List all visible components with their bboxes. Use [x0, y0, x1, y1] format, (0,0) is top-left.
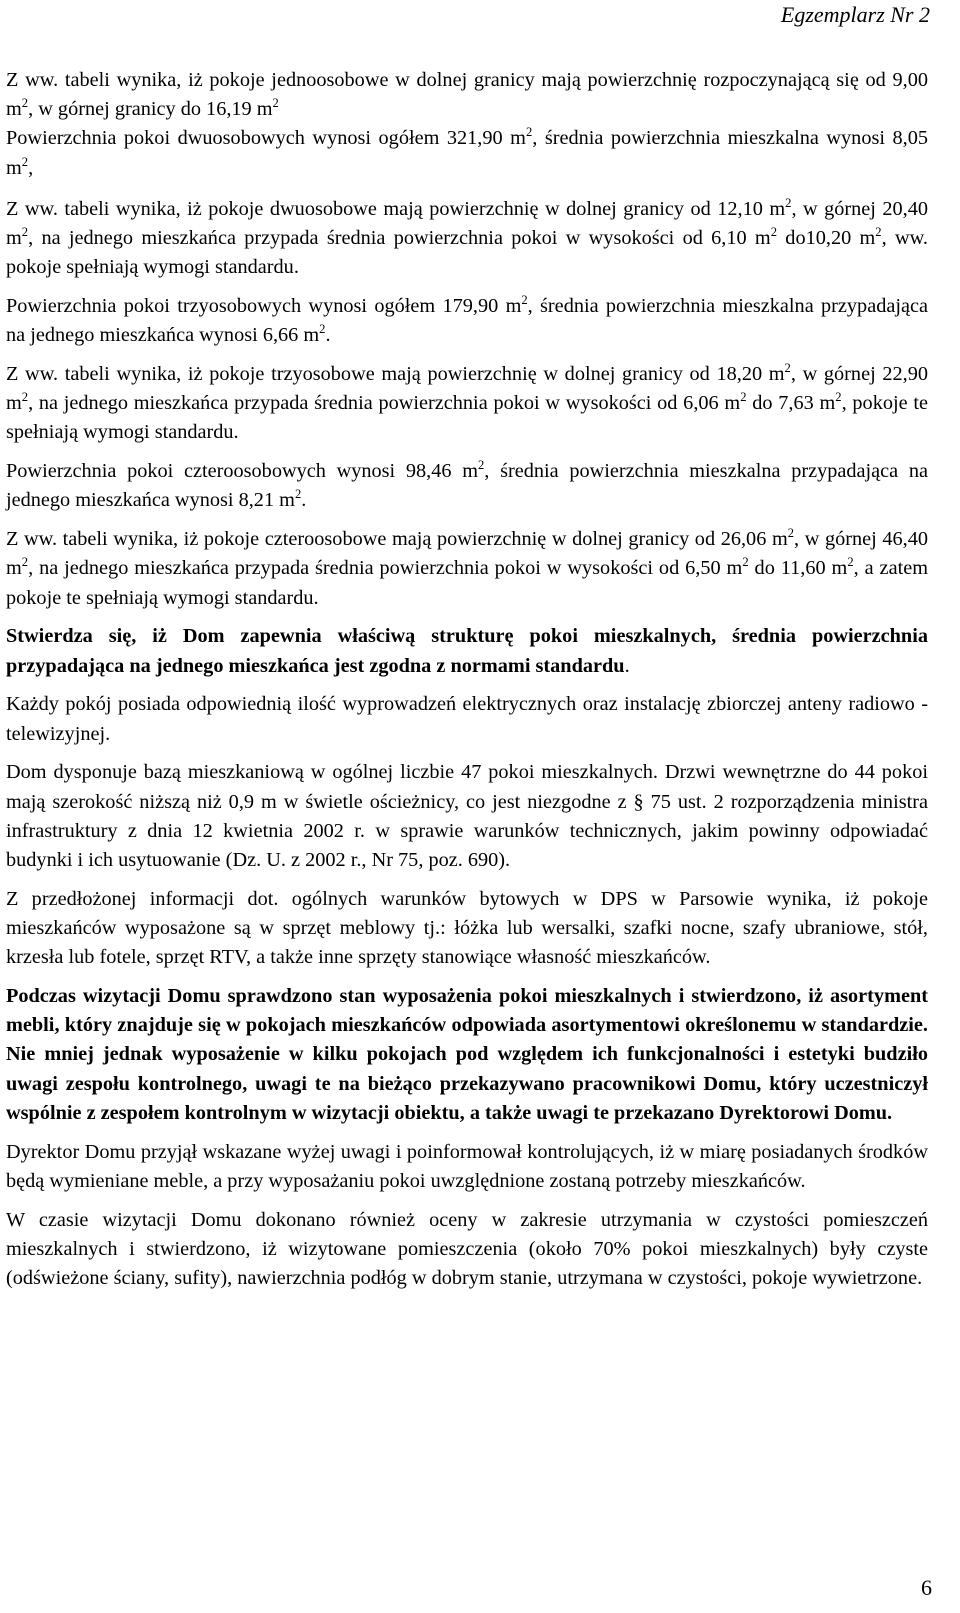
paragraph-quad-rooms: Z ww. tabeli wynika, iż pokoje czteroosobowe mają powierzchnię w dolnej granicy od 26,06 $m^2$, w górnej 46,40 $m^2$, na jednego mieszkańca przypada średnia powierzchnia pokoi w wysokości od 6,50 $m^2$ do 11,60 $m^2$, a zatem pokoje te spełniają wymogi standardu. [6, 526, 928, 609]
paragraph-triple-rooms: Z ww. tabeli wynika, iż pokoje trzyosobowe mają powierzchnię w dolnej granicy od 18,20 $m^2$, w górnej 22,90 $m^2$, na jednego mieszkańca przypada średnia powierzchnia pokoi w wysokości od 6,06 $m^2$ do 7,63 $m^2$, pokoje te spełniają wymogi standardu. [6, 361, 929, 444]
paragraph-quad-rooms-total: Powierzchnia pokoi czteroosobowych wynosi 98,46 $m^2$, średnia powierzchnia mieszkalna przypadająca na jednego mieszkańca wynosi 8,21 $m^2$. [6, 458, 928, 512]
page-number: 6 [921, 1575, 932, 1600]
paragraph-structure-finding: Stwierdza się, iż Dom zapewnia właściwą strukturę pokoi mieszkalnych, średnia powierzchnia przypadająca na jednego mieszkańca jest zgodna z normami standardu. [6, 625, 928, 677]
paragraph-double-rooms: Z ww. tabeli wynika, iż pokoje dwuosobowe mają powierzchnię w dolnej granicy od 12,10 $m^2$, w górnej 20,40 $m^2$, na jednego mieszkańca przypada średnia powierzchnia pokoi w wysokości od 6,10 $m^2$ do10,20 $m^2$, ww. pokoje spełniają wymogi standardu. [6, 196, 928, 279]
document-body [6, 66, 928, 1303]
paragraph-single-rooms: Z ww. tabeli wynika, iż pokoje jednoosobowe w dolnej granicy mają powierzchnię rozpoczynającą się od 9,00 $m^2$, w górnej granicy do 16,19 $m^2$ Powierzchnia pokoi dwuosobowych wynosi ogółem 321,90 $m^2$, średnia powierzchnia mieszkalna wynosi 8,05 $m^2$, [6, 69, 929, 179]
paragraph-director-response: Dyrektor Domu przyjął wskazane wyżej uwagi i poinformował kontrolujących, iż w miarę posiadanych środków będą wymieniane meble, a przy wyposażaniu pokoi uwzględnione zostaną potrzeby mieszkańców. [6, 1140, 928, 1192]
paragraph-doors: Dom dysponuje bazą mieszkaniową w ogólnej liczbie 47 pokoi mieszkalnych. Drzwi wewnętrzne do 44 pokoi mają szerokość niższą niż 0,9 m w świetle ościeżnicy, co jest niezgodne z § 75 ust. 2 rozporządzenia ministra infrastruktury z dnia 12 kwietnia 2002 r. w sprawie warunków technicznych, jakim powinny odpowiadać budynki i ich usytuowanie (Dz. U. z 2002 r., Nr 75, poz. 690). [6, 761, 928, 872]
paragraph-electrical: Każdy pokój posiada odpowiednią ilość wyprowadzeń elektrycznych oraz instalację zbiorczej anteny radiowo - telewizyjnej. [6, 693, 928, 745]
paragraph-furnishing-info: Z przedłożonej informacji dot. ogólnych warunków bytowych w DPS w Parsowie wynika, iż pokoje mieszkańców wyposażone są w sprzęt meblowy tj.: łóżka lub wersalki, szafki nocne, szafy ubraniowe, stół, krzesła lub fotele, sprzęt RTV, a także inne sprzęty stanowiące własność mieszkańców. [6, 887, 928, 969]
copy-number-label: Egzemplarz Nr 2 [780, 2, 930, 27]
paragraph-cleanliness: W czasie wizytacji Domu dokonano również oceny w zakresie utrzymania w czystości pomieszczeń mieszkalnych i stwierdzono, iż wizytowane pomieszczenia (około 70% pokoi mieszkalnych) były czyste (odświeżone ściany, sufity), nawierzchnia podłóg w dobrym stanie, utrzymana w czystości, pokoje wywietrzone. [6, 1208, 928, 1290]
paragraph-triple-rooms-total: Powierzchnia pokoi trzyosobowych wynosi ogółem 179,90 $m^2$, średnia powierzchnia mieszkalna przypadająca na jednego mieszkańca wynosi 6,66 $m^2$. [6, 293, 928, 347]
paragraph-furnishing-finding: Podczas wizytacji Domu sprawdzono stan wyposażenia pokoi mieszkalnych i stwierdzono, iż asortyment mebli, który znajduje się w pokojach mieszkańców odpowiada asortymentowi określonemu w standardzie. Nie mniej jednak wyposażenie w kilku pokojach pod względem ich funkcjonalności i estetyki budziło uwagi zespołu kontrolnego, uwagi te na bieżąco przekazywano pracownikowi Domu, który uczestniczył wspólnie z zespołem kontrolnym w wizytacji obiektu, a także uwagi te przekazano Dyrektorowi Domu. [6, 985, 928, 1124]
